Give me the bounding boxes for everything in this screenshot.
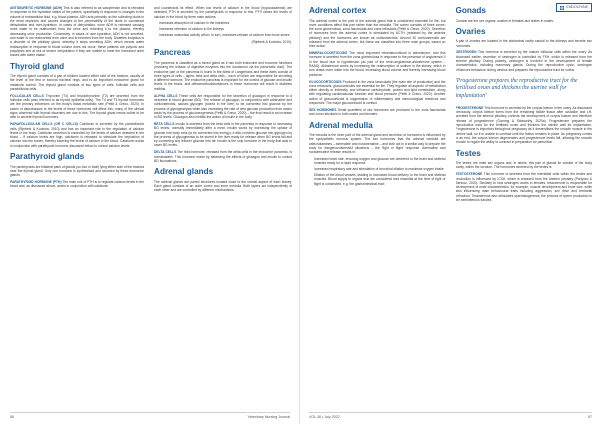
paragraph-keyword: ALPHA CELLS [154,93,178,98]
paragraph [10,6,144,58]
citation: (Rijnberk & Kooistra, 2010). [251,40,292,45]
paragraph [154,94,292,120]
paragraph [10,180,144,189]
section-tag [556,3,592,12]
paragraph [154,6,292,19]
paragraph-text: Insulin is secreted from the beta cells in the pancreas in response to increasing BG levels, normally immediately after a meal. Insulin works by increasing the uptake of glucose into body cells (to be converted into energy); it also converts glucose into glycogen by the process of glycogenesis to be stored in the liver ready for release when BG levels fall and by converting any leftover glucose into fat. Insulin is the only hormone in the body that acts to lower BG levels. [154,122,292,148]
paragraph [456,39,593,48]
paragraph-text: The main role of PTH is to regulate calcium levels in the blood and, as discussed above, works in conjunction with calcitonin [10,179,145,189]
left-columns [10,6,292,410]
paragraph-text: This hormone is secreted from the interstitial cells within the testes and production is influenced by ICSH, which is released from the anterior pituitary (Pariyoso & Bertuso, 2020). Similarly to how oestrogen works in females, testosterone is responsible for development of male characteristics, for example, muscle development and bone size, while also influencing male behavioural traits including aggression, sex drive and territorial behaviour. Testosterone also stimulates spermatogenesis, the process of sperm production in the seminiferous tubules. [455,172,592,202]
right-page [300,0,600,424]
paragraph-keyword: SEX HORMONES [309,107,337,112]
section-heading: Thyroid gland [10,61,65,71]
paragraph-text: The parathyroids are bilateral pairs of glands (so four in total) lying either side of the trachea near the thyroid gland. Only one hormone is synthesised and secreted by these endocrine glands. [10,164,145,178]
paragraph-keyword: FOLLICULAR CELLS [10,93,44,98]
paragraph-text: This is also referred to as vasopressin and is released in response to the hydration status of the patient, specifically in response to changes in the volume of extracellular fluid, e.g. blood plasma. ADH acts primarily on the collecting ducts in the renal nephrons and causes changes to the permeability of the ducts to counteract dehydration and over-hydration. In cases of dehydration, more ADH is released causing more water to be reabsorbed from the urine and returning it to the plasma, thereby decreasing urine production. Conversely, in cases of over-hydration, ADH is not secreted, and water is not reabsorbed from urine and is excreted from the body. Diabetes insipidus is a disorder of the pituitary gland, whereby it stops secreting ADH, which means water reabsorption in response to blood volume does not occur; these patients are polyuric and polydipsic and at risk of severe dehydration if they are unable to meet the increased urine losses with water intake. [10,6,145,58]
paragraph-text: This hormone is secreted by the corpus luteum in the ovary. As discussed previously, corpus luteum forms from the remaining follicle tissue after ovulation and LH, secreted from the anterior pituitary, controls the development of corpus luteum and therefore release of progesterone (Ganong & Stidworthy, 2020a). Progesterone prepares the reproductive tract for the fertilised ovum and thickens the uterine wall for implantation. Progesterone is important throughout pregnancy as it desensitises the smooth muscle in the uterine wall, so it is unable to contract until the foetus remains in place. As pregnancy comes to an end, the corpus luteum degenerates and progesterone levels fall, allowing the smooth muscle to regain the ability to contract in preparation for parturition. [455,105,592,145]
paragraph-text: A pair of ovaries are located in the abdominal cavity caudal to the kidneys and secrete two hormones. [455,39,592,48]
paragraph [309,19,446,49]
section-heading: Parathyroid glands [10,152,85,161]
bullet-item: • Increases retention of calcium in the kidneys [159,27,292,31]
paragraph [309,133,446,154]
section-heading: Pancreas [154,48,191,58]
paragraph-text: The adrenal cortex is the part of the adrenal gland that is considered essential for life, but more conditions affect this part rather than the medulla. The cortex consists of three zones: the zona glomerulosa, zona fasciculata and zona reticularis (Pettit & Greco, 2020). Secretion of hormones from the adrenal cortex is stimulated by ACTH (released by the anterior pituitary) and the hormones are known as corticosteroids. Around 30 corticosteroids are released from the adrenal cortex, but these are classified into three main groups, based on their action. [309,18,446,49]
page-number-right: 57 [588,415,592,419]
section-heading: Testes [455,148,481,158]
bullet-item: • Increased heart rate, ensuring oxygen and glucose are delivered to the brain and skeletal muscles ready for a rapid response [314,157,446,166]
paragraph [456,161,593,170]
paragraph-text: and counteracts its effect. When low levels of calcium in the blood (hypocalcaemia) are detected, PTH is secreted by the parathyroids in response to this. PTH raises the levels of calcium in the blood by three main actions: [154,6,292,19]
paragraph-text: The thyroid gland consists of a pair of bilobed located either side of the trachea, usually at the level of the first or second tracheal rings, and is an important endocrine gland for metabolic control. The thyroid gland consists of two types of cells: follicular cells and parafollicular cells. [10,74,145,91]
paragraph [10,94,144,120]
paragraph-keyword: PARAFOLLICULAR CELLS (OR C CELLS) [10,122,78,127]
paragraph-keyword: OESTROGEN [455,50,477,55]
section-heading: Adrenal glands [154,167,214,177]
paragraph-keyword: DELTA CELLS [154,150,177,155]
text-column [309,6,446,410]
paragraph-keyword: PROGESTERONE [455,105,484,110]
paragraph-text: Calcitonin is secreted by the parafollicular cells (Rijnberk & Kooistra, 2010) and has an important role in the regulation of calcium levels in the body. Calcitonin secretion is controlled by the levels of calcium detected in the blood – if calcium levels are high, calcitonin is released to stimulate the deposition of calcium into the bones, thereby lowering the levels of calcium in the blood. Calcitonin works in conjunction with parathyroid hormone discussed below to control calcium levels. [10,122,145,148]
text-column [154,6,292,410]
paragraph-keyword: GLUCOCORTICOIDS [309,79,342,84]
journal-name: Veterinary Nursing Journal [247,415,290,419]
paragraph-keyword: ANTIDIURETIC HORMONE (ADH) [10,6,63,10]
footer-rule [10,412,290,413]
paragraph-keyword: BETA CELLS [154,122,175,126]
paragraph [10,165,144,178]
bullet-list [309,157,446,186]
grid-icon [560,6,564,10]
page-number-left: 56 [10,415,14,419]
footer-rule [309,412,592,413]
section-heading: Gonads [455,6,486,15]
section-heading: Ovaries [455,26,486,36]
paragraph [154,180,292,193]
bullet-list [154,21,292,37]
paragraph-text: The testes are male sex organs and, in adults, this pair of glands lie outside of the body cavity, within the scrotum. The hormones secreted by the testes is [455,161,592,170]
paragraph-text: The adrenal glands are paired structures located close to the cranial aspect of each kidney. Each gland consists of an outer cortex and inner medulla. Both layers act independently of each other and are controlled by different mechanisms. [154,179,292,193]
paragraph-text: This hormone is secreted by the mature follicular cells within the ovary. As discussed earlier, secretion of oestrogen is controlled by FSH, which is released from the anterior pituitary. During puberty, oestrogen is involved in the development of female characteristics, including mammary glands. During the reproductive cycle, oestrogen influences behaviour during oestrus and prepares the reproductive tract for coitus. [455,50,592,72]
paragraph [456,19,593,23]
text-column [456,6,593,410]
right-columns [309,6,592,410]
paragraph [456,50,593,71]
paragraph [309,80,446,106]
paragraph [309,51,446,77]
paragraph-text: Thyroxine (T4) and triiodothyronine (T3) are secreted from the follicular cells (also referred to as thyroid epithelial cells). The T4 and T3 thyroid hormones are the primary influences on the body's basal metabolic rate (Pettit & Greco, 2020). In cases of disturbances to the levels of these hormones will affect this; many of the clinical signs observed with thyroid disorders are due to this. The thyroid gland needs iodine to be able to secrete thyroid hormones. [10,93,145,120]
section-tag-label: ENDOCRINE [566,5,588,9]
paragraph [154,150,292,163]
pull-quote: 'Progesterone prepares the reproductive tract for the fertilised ovum and thickens the uterine wall for implantation' [455,77,578,99]
paragraph-text: Gonads are the sex organs: ovaries in females and testes in males. [455,18,554,23]
paragraph-keyword: MINERALOCORTICOIDS [309,51,348,56]
paragraph [154,61,292,91]
left-footer [10,415,290,419]
bullet-item: • Increases osteoclast activity which, in turn, increases release of calcium from bone stores [159,33,292,37]
paragraph [10,122,144,148]
paragraph-text: The third hormone, released from the delta cells in the endocrine pancreas, is somatostatin. This hormone works by balancing the effects of glucagon and insulin to control BG fluctuations. [154,150,292,163]
section-heading: Adrenal cortex [309,6,367,15]
paragraph [10,74,144,91]
paragraph [456,106,593,145]
paragraph [309,108,446,117]
bullet-item: • Increased respiratory rate and stimulation of bronchial dilation to maximise oxygen intake [314,167,446,171]
bullet-item: • Increases absorption of calcium in the intestines [159,21,292,25]
paragraph-text: Small quantities of sex hormones are produced in the zona fasciculata and zona reticularis in both males and females. [309,107,446,117]
paragraph [456,172,593,202]
paragraph-keyword: TESTOSTERONE [455,172,483,177]
paragraph-text: Produced in the zona fasciculata (the main site of production) and the zona reticularis, glucocorticoids are essential for life. They regulate all aspects of metabolism either directly or indirectly, and influence carbohydrate, protein and lipid metabolism, along with regulating cardiovascular function and blood pressure (Pettit & Greco, 2020). Another action of glucocorticoid is suppression of inflammatory and immunological reactions and responses. The major glucocorticoid is cortisol. [309,79,446,106]
bullet-item: • Dilation of the blood vessels, leading to increased blood delivery to the brain and skeletal muscles. Blood supply to organs that are considered less essential at the time of fight or flight is constricted, e.g. the gastrointestinal tract [314,173,446,186]
volume-info: VOL 38 • July 2022 [309,415,340,419]
paragraph-keyword: PARATHYROID HORMONE (PTH) [10,179,62,184]
right-footer [309,415,592,419]
paragraph [154,122,292,148]
text-column [10,6,144,410]
section-heading: Adrenal medulla [309,120,373,130]
paragraph-text: The pancreas is classified as a mixed gland as it has both endocrine and exocrine functions (involving the release of digestive enzymes into the duodenum via the pancreatic duct). The endocrine part of the pancreas is found in the islets of Langerhans and these islets consist of three types of cells – alpha, beta and delta cells – each of which are responsible for secreting a different hormone. The endocrine pancreas is important for the control of glucose and insulin levels in the blood, and deficiencies/disturbances in these hormones will result in diabetes mellitus. [154,60,292,91]
paragraph-text: The most important mineralocorticoid is aldosterone, and this hormone is secreted from the zona glomerulosa in response to the presence of angiotensin II in the blood due to hypotension (as part of the renin-angiotensin-aldosterone system – RAAS). Aldosterone works by increasing the reabsorption of sodium in the kidney, which in turn draws more water into the blood, increasing blood volume and thereby increasing blood pressure. [309,51,446,77]
paragraph-text: These cells are responsible for the secretion of glucagon in response to a decrease in blood glucose (BG). The release of glucagon, in conjunction with adrenaline and corticosteroids, causes glycogen (stored in the liver) to be converted into glucose by the process of glycogenolysis while also increasing the rate of new glucose production from amino acids by the process of gluconeogenesis (Pettit & Greco, 2020) – the final result is an increase in BG levels. Glucagon also inhibits the action of insulin in the body. [154,93,292,120]
paragraph-text: The medulla is the inner part of the adrenal gland and secretion of hormones is influenced by the sympathetic nervous system. The two hormones that the adrenal medulla are catecholamines – adrenaline and noradrenaline – and both act in a similar way to prepare the body for dangerous/stressful situations – the 'fight or flight' response. Adrenaline and noradrenaline release results in: [309,133,446,155]
